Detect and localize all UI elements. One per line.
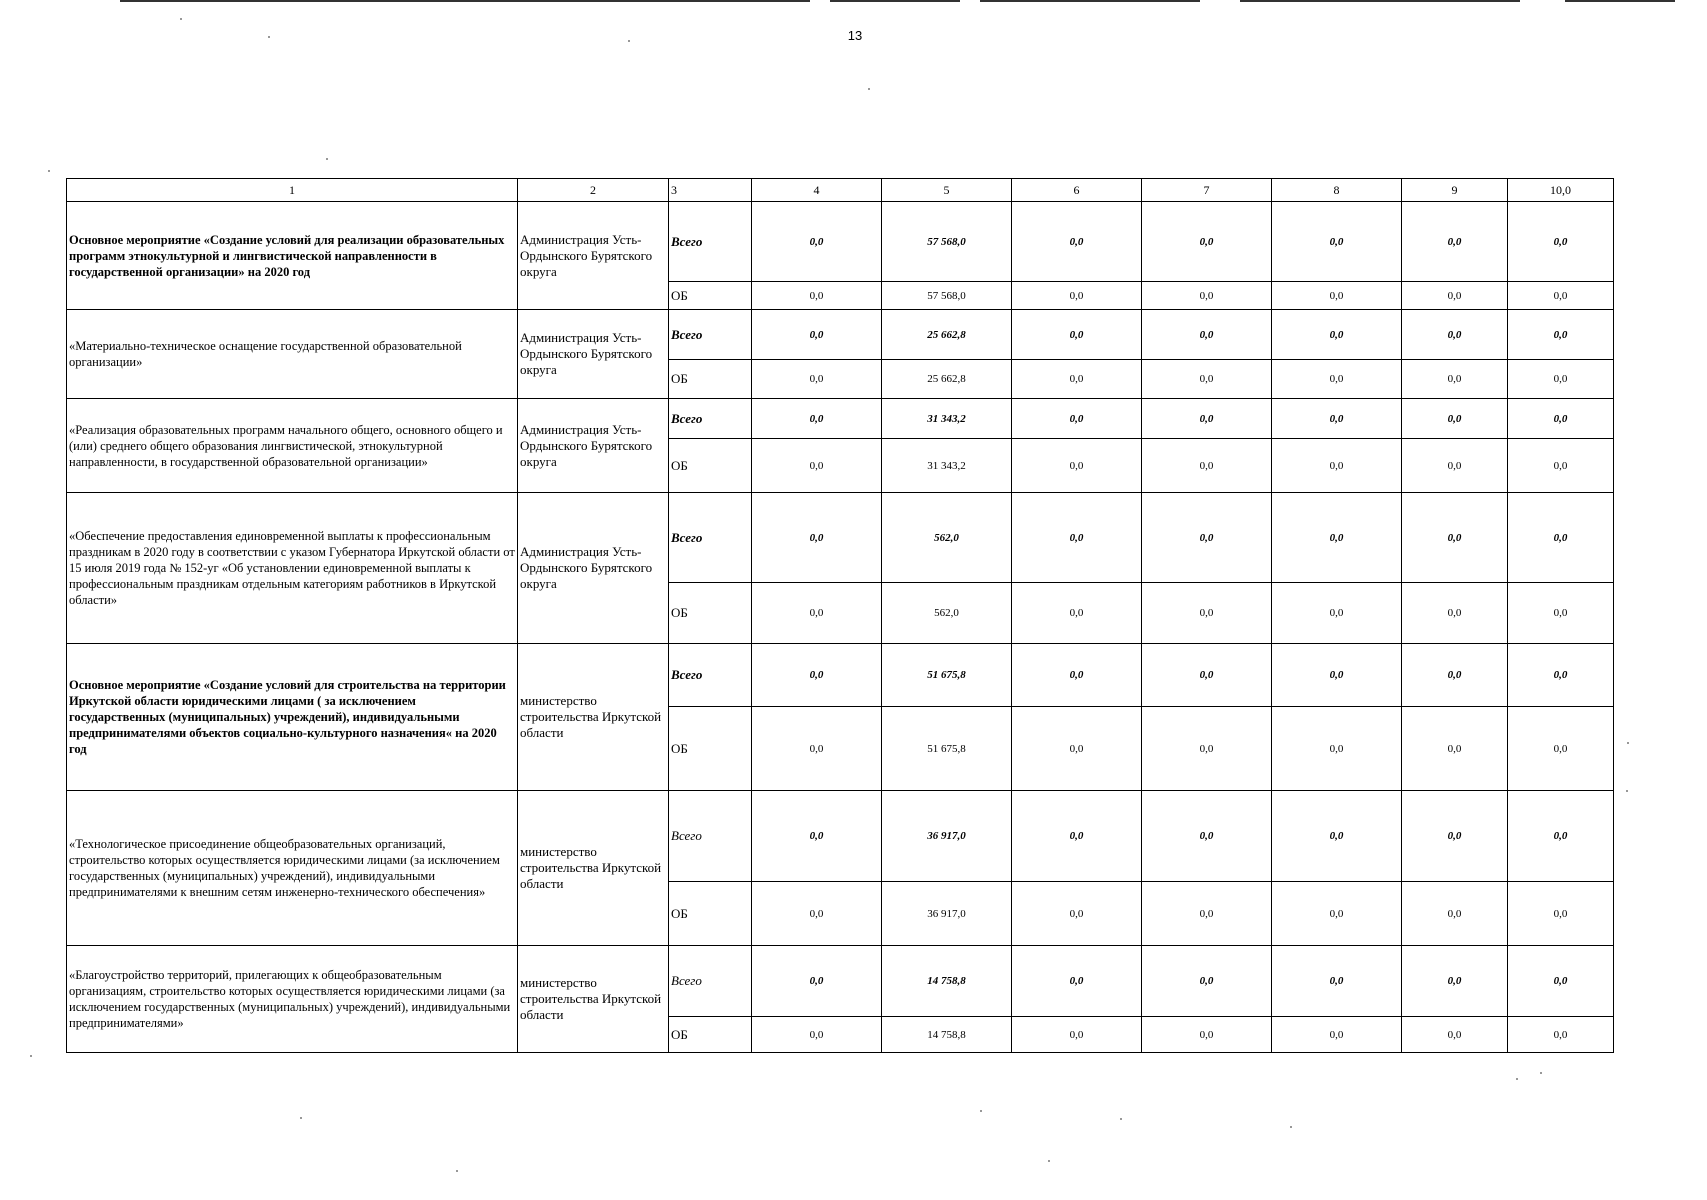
- total-value: 0,0: [1402, 202, 1508, 282]
- funding-source-total: Всего: [669, 946, 752, 1017]
- total-value: 0,0: [752, 644, 882, 707]
- ob-value: 0,0: [1508, 882, 1614, 946]
- total-value: 0,0: [1508, 946, 1614, 1017]
- page-number: 13: [847, 28, 863, 43]
- ob-value: 0,0: [1272, 882, 1402, 946]
- table-row: [67, 791, 1614, 882]
- ob-value: 0,0: [1272, 439, 1402, 493]
- activity-name: «Реализация образовательных программ начального общего, основного общего и (или) среднего общего образования лингвистической, этнокультурной направленности, в государственной образовательной организации»: [67, 399, 518, 493]
- total-value: 14 758,8: [882, 946, 1012, 1017]
- total-value: 0,0: [1012, 493, 1142, 583]
- table-row: [67, 310, 1614, 360]
- header-cell: 5: [882, 179, 1012, 202]
- header-cell: 8: [1272, 179, 1402, 202]
- executor: министерство строительства Иркутской области: [518, 946, 669, 1053]
- executor: министерство строительства Иркутской области: [518, 791, 669, 946]
- ob-value: 0,0: [1142, 882, 1272, 946]
- scan-speck: [868, 88, 870, 90]
- total-value: 0,0: [1508, 644, 1614, 707]
- ob-value: 0,0: [1012, 282, 1142, 310]
- total-value: 0,0: [752, 493, 882, 583]
- table-row: [67, 202, 1614, 282]
- total-value: 0,0: [1508, 310, 1614, 360]
- ob-value: 0,0: [1402, 1017, 1508, 1053]
- top-scan-rule: [980, 0, 1200, 2]
- total-value: 0,0: [1272, 399, 1402, 439]
- header-cell: 4: [752, 179, 882, 202]
- ob-value: 0,0: [1508, 1017, 1614, 1053]
- ob-value: 0,0: [1508, 282, 1614, 310]
- executor: Администрация Усть-Ордынского Бурятского округа: [518, 310, 669, 399]
- total-value: 0,0: [1012, 791, 1142, 882]
- funding-source-ob: ОБ: [669, 1017, 752, 1053]
- funding-source-ob: ОБ: [669, 882, 752, 946]
- ob-value: 0,0: [1508, 439, 1614, 493]
- ob-value: 0,0: [1142, 1017, 1272, 1053]
- ob-value: 0,0: [1402, 282, 1508, 310]
- scan-speck: [268, 36, 270, 38]
- ob-value: 0,0: [1142, 439, 1272, 493]
- ob-value: 0,0: [1402, 707, 1508, 791]
- total-value: 0,0: [1272, 644, 1402, 707]
- scan-speck: [456, 1170, 458, 1172]
- ob-value: 57 568,0: [882, 282, 1012, 310]
- total-value: 0,0: [1142, 644, 1272, 707]
- ob-value: 31 343,2: [882, 439, 1012, 493]
- ob-value: 0,0: [1142, 707, 1272, 791]
- ob-value: 0,0: [1402, 360, 1508, 399]
- total-value: 0,0: [1508, 202, 1614, 282]
- ob-value: 0,0: [1508, 707, 1614, 791]
- scan-speck: [300, 1117, 302, 1119]
- scan-speck: [1516, 1078, 1518, 1080]
- funding-source-total: Всего: [669, 644, 752, 707]
- total-value: 31 343,2: [882, 399, 1012, 439]
- ob-value: 0,0: [1012, 439, 1142, 493]
- total-value: 0,0: [1272, 791, 1402, 882]
- total-value: 25 662,8: [882, 310, 1012, 360]
- ob-value: 0,0: [1012, 882, 1142, 946]
- ob-value: 0,0: [1272, 1017, 1402, 1053]
- ob-value: 0,0: [752, 360, 882, 399]
- total-value: 0,0: [1272, 946, 1402, 1017]
- funding-source-ob: ОБ: [669, 583, 752, 644]
- table-row: [67, 946, 1614, 1017]
- total-value: 0,0: [1142, 399, 1272, 439]
- total-value: 0,0: [752, 202, 882, 282]
- scan-speck: [980, 1110, 982, 1112]
- scan-speck: [30, 1055, 32, 1057]
- ob-value: 0,0: [1272, 360, 1402, 399]
- activity-name: «Благоустройство территорий, прилегающих к общеобразовательным организациям, строительство которых осуществляется юридическими лицами (за исключением государственных (муниципальных) учреждений), индивидуальными предпринимателями»: [67, 946, 518, 1053]
- ob-value: 0,0: [1142, 583, 1272, 644]
- ob-value: 0,0: [752, 1017, 882, 1053]
- scan-speck: [1290, 1126, 1292, 1128]
- header-cell: 3: [669, 179, 752, 202]
- total-value: 0,0: [1142, 946, 1272, 1017]
- ob-value: 25 662,8: [882, 360, 1012, 399]
- total-value: 51 675,8: [882, 644, 1012, 707]
- top-scan-rule: [120, 0, 810, 2]
- activity-name: Основное мероприятие «Создание условий для реализации образовательных программ этнокультурной и лингвистической направленности в государственной организации» на 2020 год: [67, 202, 518, 310]
- top-scan-rule: [1240, 0, 1520, 2]
- scan-speck: [1627, 742, 1629, 744]
- total-value: 0,0: [752, 791, 882, 882]
- ob-value: 0,0: [1402, 882, 1508, 946]
- scan-speck: [180, 18, 182, 20]
- ob-value: 562,0: [882, 583, 1012, 644]
- ob-value: 0,0: [1272, 583, 1402, 644]
- ob-value: 0,0: [1402, 583, 1508, 644]
- total-value: 0,0: [1272, 310, 1402, 360]
- total-value: 0,0: [1272, 493, 1402, 583]
- total-value: 0,0: [1402, 399, 1508, 439]
- total-value: 0,0: [1272, 202, 1402, 282]
- ob-value: 0,0: [1012, 1017, 1142, 1053]
- header-cell: 10,0: [1508, 179, 1614, 202]
- total-value: 0,0: [752, 946, 882, 1017]
- ob-value: 36 917,0: [882, 882, 1012, 946]
- total-value: 0,0: [1012, 310, 1142, 360]
- header-cell: 9: [1402, 179, 1508, 202]
- total-value: 0,0: [1402, 946, 1508, 1017]
- ob-value: 0,0: [1012, 707, 1142, 791]
- executor: Администрация Усть-Ордынского Бурятского округа: [518, 399, 669, 493]
- table-row: [67, 644, 1614, 707]
- ob-value: 0,0: [1142, 282, 1272, 310]
- ob-value: 0,0: [1012, 583, 1142, 644]
- total-value: 0,0: [1402, 310, 1508, 360]
- total-value: 0,0: [1142, 310, 1272, 360]
- activity-name: «Технологическое присоединение общеобразовательных организаций, строительство которых осуществляется юридическими лицами (за исключением государственных (муниципальных) учреждений), индивидуальными предпринимателями к внешним сетям инженерно-технического обеспечения»: [67, 791, 518, 946]
- activity-name: «Обеспечение предоставления единовременной выплаты к профессиональным праздникам в 2020 году в соответствии с указом Губернатора Иркутской области от 15 июля 2019 года № 152-уг «Об установлении единовременной выплаты к профессиональным праздникам отдельным категориям работников в Иркутской области»: [67, 493, 518, 644]
- total-value: 0,0: [1142, 791, 1272, 882]
- ob-value: 0,0: [752, 439, 882, 493]
- ob-value: 0,0: [1508, 360, 1614, 399]
- activity-name: Основное мероприятие «Создание условий для строительства на территории Иркутской области юридическими лицами ( за исключением государственных (муниципальных) учреждений), индивидуальными предпринимателями объектов социально-культурного назначения« на 2020 год: [67, 644, 518, 791]
- total-value: 57 568,0: [882, 202, 1012, 282]
- ob-value: 0,0: [1012, 360, 1142, 399]
- executor: Администрация Усть-Ордынского Бурятского округа: [518, 202, 669, 310]
- header-row: [67, 179, 1614, 202]
- funding-source-total: Всего: [669, 310, 752, 360]
- ob-value: 0,0: [1272, 282, 1402, 310]
- funding-source-total: Всего: [669, 399, 752, 439]
- total-value: 0,0: [1508, 399, 1614, 439]
- funding-source-total: Всего: [669, 791, 752, 882]
- scan-speck: [628, 40, 630, 42]
- total-value: 0,0: [1402, 644, 1508, 707]
- scan-speck: [1540, 1072, 1542, 1074]
- header-cell: 6: [1012, 179, 1142, 202]
- ob-value: 0,0: [1142, 360, 1272, 399]
- total-value: 0,0: [752, 310, 882, 360]
- total-value: 0,0: [1508, 791, 1614, 882]
- ob-value: 0,0: [752, 707, 882, 791]
- total-value: 0,0: [1142, 493, 1272, 583]
- total-value: 36 917,0: [882, 791, 1012, 882]
- header-cell: 7: [1142, 179, 1272, 202]
- header-cell: 1: [67, 179, 518, 202]
- table-row: [67, 399, 1614, 439]
- top-scan-rule: [830, 0, 960, 2]
- total-value: 0,0: [752, 399, 882, 439]
- scan-speck: [1626, 790, 1628, 792]
- total-value: 0,0: [1142, 202, 1272, 282]
- total-value: 562,0: [882, 493, 1012, 583]
- total-value: 0,0: [1012, 202, 1142, 282]
- ob-value: 0,0: [1402, 439, 1508, 493]
- funding-source-ob: ОБ: [669, 439, 752, 493]
- activity-name: «Материально-техническое оснащение государственной образовательной организации»: [67, 310, 518, 399]
- total-value: 0,0: [1402, 791, 1508, 882]
- total-value: 0,0: [1402, 493, 1508, 583]
- total-value: 0,0: [1012, 399, 1142, 439]
- funding-source-total: Всего: [669, 202, 752, 282]
- scan-speck: [1048, 1160, 1050, 1162]
- header-cell: 2: [518, 179, 669, 202]
- ob-value: 0,0: [1508, 583, 1614, 644]
- ob-value: 0,0: [752, 882, 882, 946]
- budget-table: [66, 178, 1614, 1053]
- executor: министерство строительства Иркутской области: [518, 644, 669, 791]
- ob-value: 0,0: [1272, 707, 1402, 791]
- total-value: 0,0: [1012, 946, 1142, 1017]
- executor: Администрация Усть-Ордынского Бурятского округа: [518, 493, 669, 644]
- ob-value: 51 675,8: [882, 707, 1012, 791]
- ob-value: 0,0: [752, 282, 882, 310]
- top-scan-rule: [1565, 0, 1675, 2]
- scan-speck: [326, 158, 328, 160]
- funding-source-ob: ОБ: [669, 707, 752, 791]
- funding-source-total: Всего: [669, 493, 752, 583]
- total-value: 0,0: [1012, 644, 1142, 707]
- ob-value: 14 758,8: [882, 1017, 1012, 1053]
- ob-value: 0,0: [752, 583, 882, 644]
- scan-speck: [48, 170, 50, 172]
- funding-source-ob: ОБ: [669, 282, 752, 310]
- table-row: [67, 493, 1614, 583]
- funding-source-ob: ОБ: [669, 360, 752, 399]
- total-value: 0,0: [1508, 493, 1614, 583]
- scan-speck: [1120, 1118, 1122, 1120]
